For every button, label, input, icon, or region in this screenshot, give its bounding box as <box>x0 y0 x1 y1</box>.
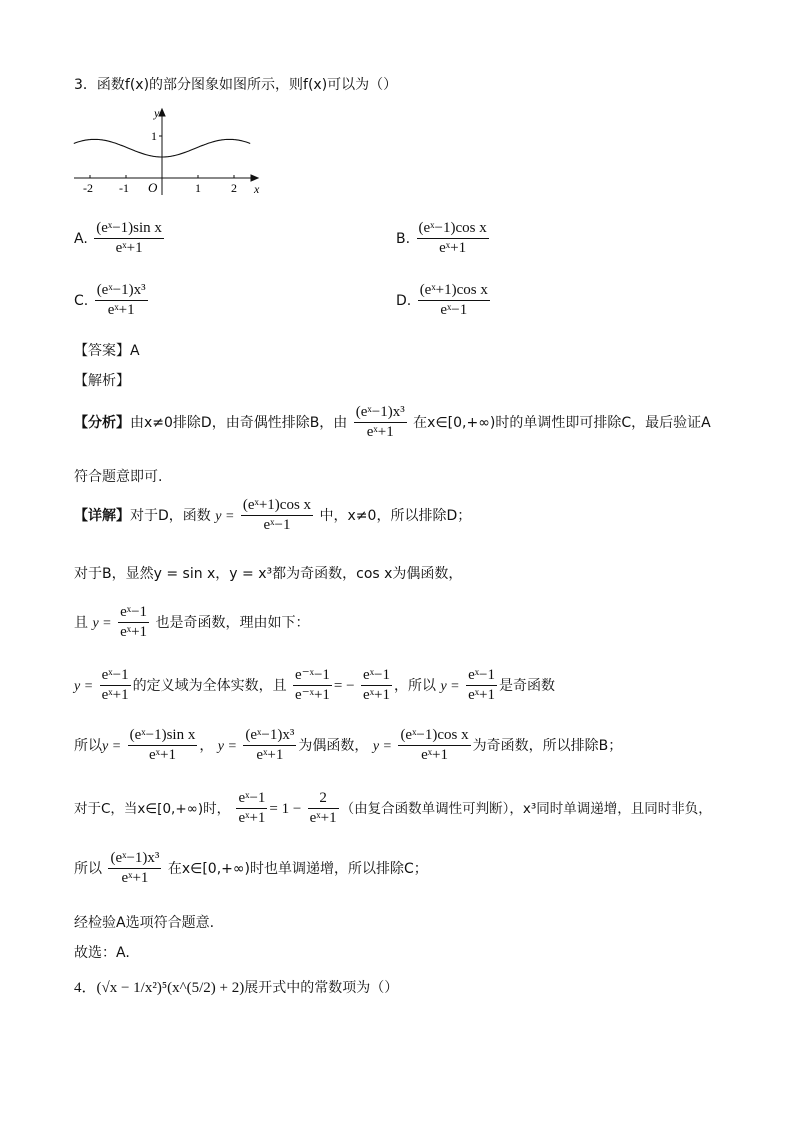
fenxi-line-2: 符合题意即可. <box>74 469 163 485</box>
analysis-tag: 【解析】 <box>74 373 130 389</box>
line-c: 对于C，当x∈[0,+∞)时， $\frac{\text{eˣ−1}}{\text{eˣ+1}}$ = 1 − $\frac{2}{\text{eˣ+1}}$ （由复合函数单调性可判断），x³同时单调递增，且同时非负， <box>74 790 712 827</box>
line-c2: 所以 $\frac{\text{(eˣ−1)x³}}{\text{eˣ+1}}$ 在x∈[0,+∞)时也单调递增，所以排除C； <box>74 850 428 887</box>
fenxi-fraction: $\frac{\text{(eˣ−1)x³}}{\text{eˣ+1}}$ <box>355 404 405 441</box>
option-c: C. $\frac{\text{(eˣ−1)x³}}{\text{eˣ+1}}$ <box>74 282 146 319</box>
q4-stem: 4．(√x − 1/x²)⁵(x^(5/2) + 2)展开式中的常数项为（） <box>74 980 399 996</box>
option-b-fraction: $\frac{\text{(eˣ−1)cos x}}{\text{eˣ+1}}$ <box>418 220 487 257</box>
y-axis-label: y <box>154 106 160 120</box>
line-check: 经检验A选项符合题意. <box>74 915 215 931</box>
x-axis-label: x <box>254 182 260 196</box>
option-d: D. $\frac{\text{(eˣ+1)cos x}}{\text{eˣ−1}}$ <box>396 282 488 319</box>
x-tick-1: 1 <box>195 181 201 195</box>
line-b: 对于B，显然y = sin x，y = x³都为奇函数，cos x为偶函数， <box>74 566 463 582</box>
xiangjie-fraction: $\frac{\text{(eˣ+1)cos x}}{\text{eˣ−1}}$ <box>242 497 312 534</box>
line-choose: 故选：A. <box>74 945 130 961</box>
option-c-fraction: $\frac{\text{(eˣ−1)x³}}{\text{eˣ+1}}$ <box>96 282 146 319</box>
x-tick-neg2: -2 <box>83 181 93 195</box>
q4-expression: 4．(√x − 1/x²)⁵(x^(5/2) + 2) <box>74 980 245 996</box>
option-d-fraction: $\frac{\text{(eˣ+1)cos x}}{\text{eˣ−1}}$ <box>419 282 488 319</box>
xiangjie-line: 【详解】对于D，函数 y = $\frac{\text{(eˣ+1)cos x}}{\text{eˣ−1}}$ 中，x≠0，所以排除D； <box>74 497 472 534</box>
option-a-fraction: $\frac{\text{(eˣ−1)sin x}}{\text{eˣ+1}}$ <box>96 220 162 257</box>
x-tick-neg1: -1 <box>119 181 129 195</box>
origin-label: O <box>148 180 158 195</box>
line-qie: 且 y = $\frac{\text{eˣ−1}}{\text{eˣ+1}}$ 也是奇函数，理由如下： <box>74 604 310 641</box>
x-axis-arrow <box>251 175 258 181</box>
fenxi-line: 【分析】由x≠0排除D，由奇偶性排除B，由 $\frac{\text{(eˣ−1)x³}}{\text{eˣ+1}}$ 在x∈[0,+∞)时的单调性即可排除C，最后验证A <box>74 404 711 441</box>
option-b: B. $\frac{\text{(eˣ−1)cos x}}{\text{eˣ+1}}$ <box>396 220 487 257</box>
answer-line: 【答案】A <box>74 343 140 359</box>
x-tick-2: 2 <box>231 181 237 195</box>
line-suoyi: 所以y = $\frac{\text{(eˣ−1)sin x}}{\text{eˣ+1}}$ ， y = $\frac{\text{(eˣ−1)x³}}{\text{eˣ+1}}$ 为偶函数， y = $\frac{\text{(eˣ−1)cos x}}{\text{eˣ+1}}$ 为奇函数，所以排除B； <box>74 727 623 764</box>
y-tick-1: 1 <box>151 129 157 143</box>
option-a: A. $\frac{\text{(eˣ−1)sin x}}{\text{eˣ+1}}$ <box>74 220 162 257</box>
q3-graph <box>68 103 268 198</box>
y-axis-arrow <box>159 109 165 116</box>
q3-stem: 3．函数f(x)的部分图象如图所示，则f(x)可以为（） <box>74 77 398 93</box>
line-def: y = $\frac{\text{eˣ−1}}{\text{eˣ+1}}$ 的定义域为全体实数，且 $\frac{\text{e⁻ˣ−1}}{\text{e⁻ˣ+1}}$ = − $\frac{\text{eˣ−1}}{\text{eˣ+1}}$ ，所以 y = $\frac{\text{eˣ−1}}{\text{eˣ+1}}$ 是奇函数 <box>74 667 556 704</box>
